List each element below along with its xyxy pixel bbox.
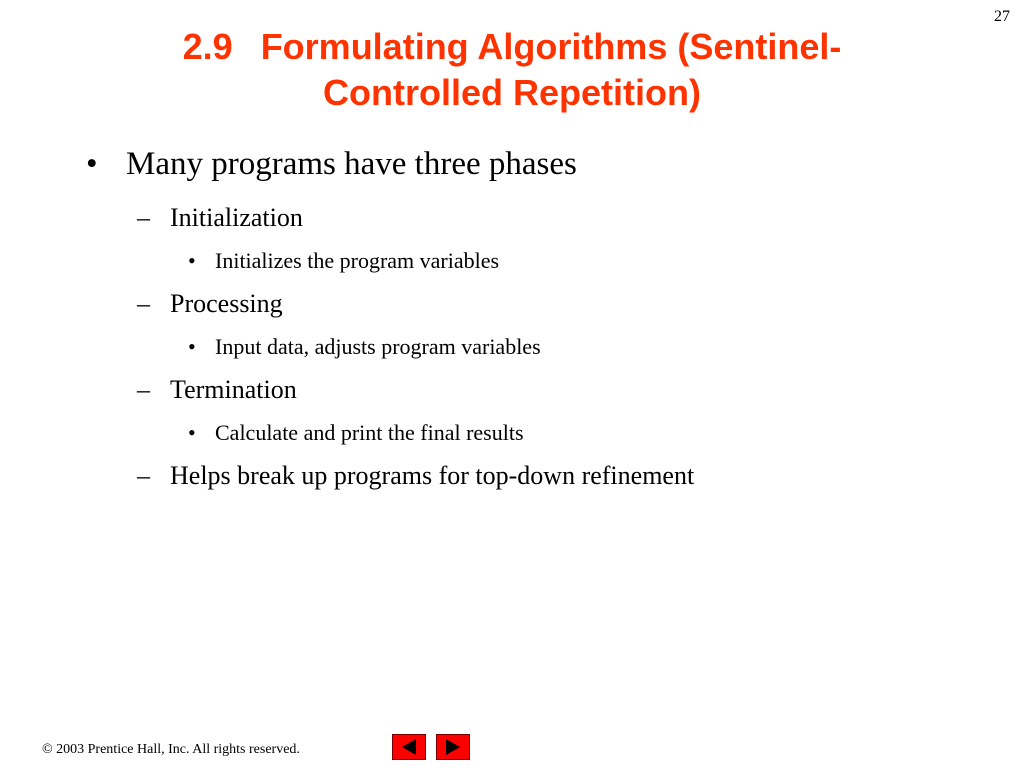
subbullet-text: Processing <box>170 289 283 318</box>
bullet-text: Many programs have three phases <box>126 146 577 182</box>
dash-marker: – <box>137 203 150 232</box>
slide-title <box>0 24 1024 116</box>
right-arrow-icon <box>437 735 469 759</box>
previous-slide-button[interactable] <box>392 734 426 760</box>
copyright-text: 2003 Prentice Hall, Inc. All rights reserved. <box>52 742 300 757</box>
title-line-2: Controlled Repetition) <box>323 72 701 113</box>
copyright-footer <box>42 742 300 758</box>
title-text-1: Formulating Algorithms (Sentinel- <box>260 26 842 67</box>
dash-marker: – <box>137 289 150 318</box>
bullet-marker: • <box>188 420 196 445</box>
bullet-marker: • <box>188 248 196 273</box>
left-arrow-icon <box>393 735 425 759</box>
subbullet-text: Termination <box>170 375 297 404</box>
detail-text: Initializes the program variables <box>215 248 500 273</box>
copyright-symbol: © <box>42 742 53 757</box>
subbullet-text: Initialization <box>170 203 303 232</box>
subbullet-text: Helps break up programs for top-down refinement <box>170 461 695 490</box>
section-number: 2.9 <box>182 26 233 67</box>
page-number: 27 <box>994 8 1010 25</box>
dash-marker: – <box>137 461 150 490</box>
detail-text: Calculate and print the final results <box>215 420 524 445</box>
next-slide-button[interactable] <box>436 734 470 760</box>
bullet-marker: • <box>86 146 98 182</box>
dash-marker: – <box>137 375 150 404</box>
detail-text: Input data, adjusts program variables <box>215 334 541 359</box>
title-line-1 <box>0 24 1024 70</box>
bullet-marker: • <box>188 334 196 359</box>
